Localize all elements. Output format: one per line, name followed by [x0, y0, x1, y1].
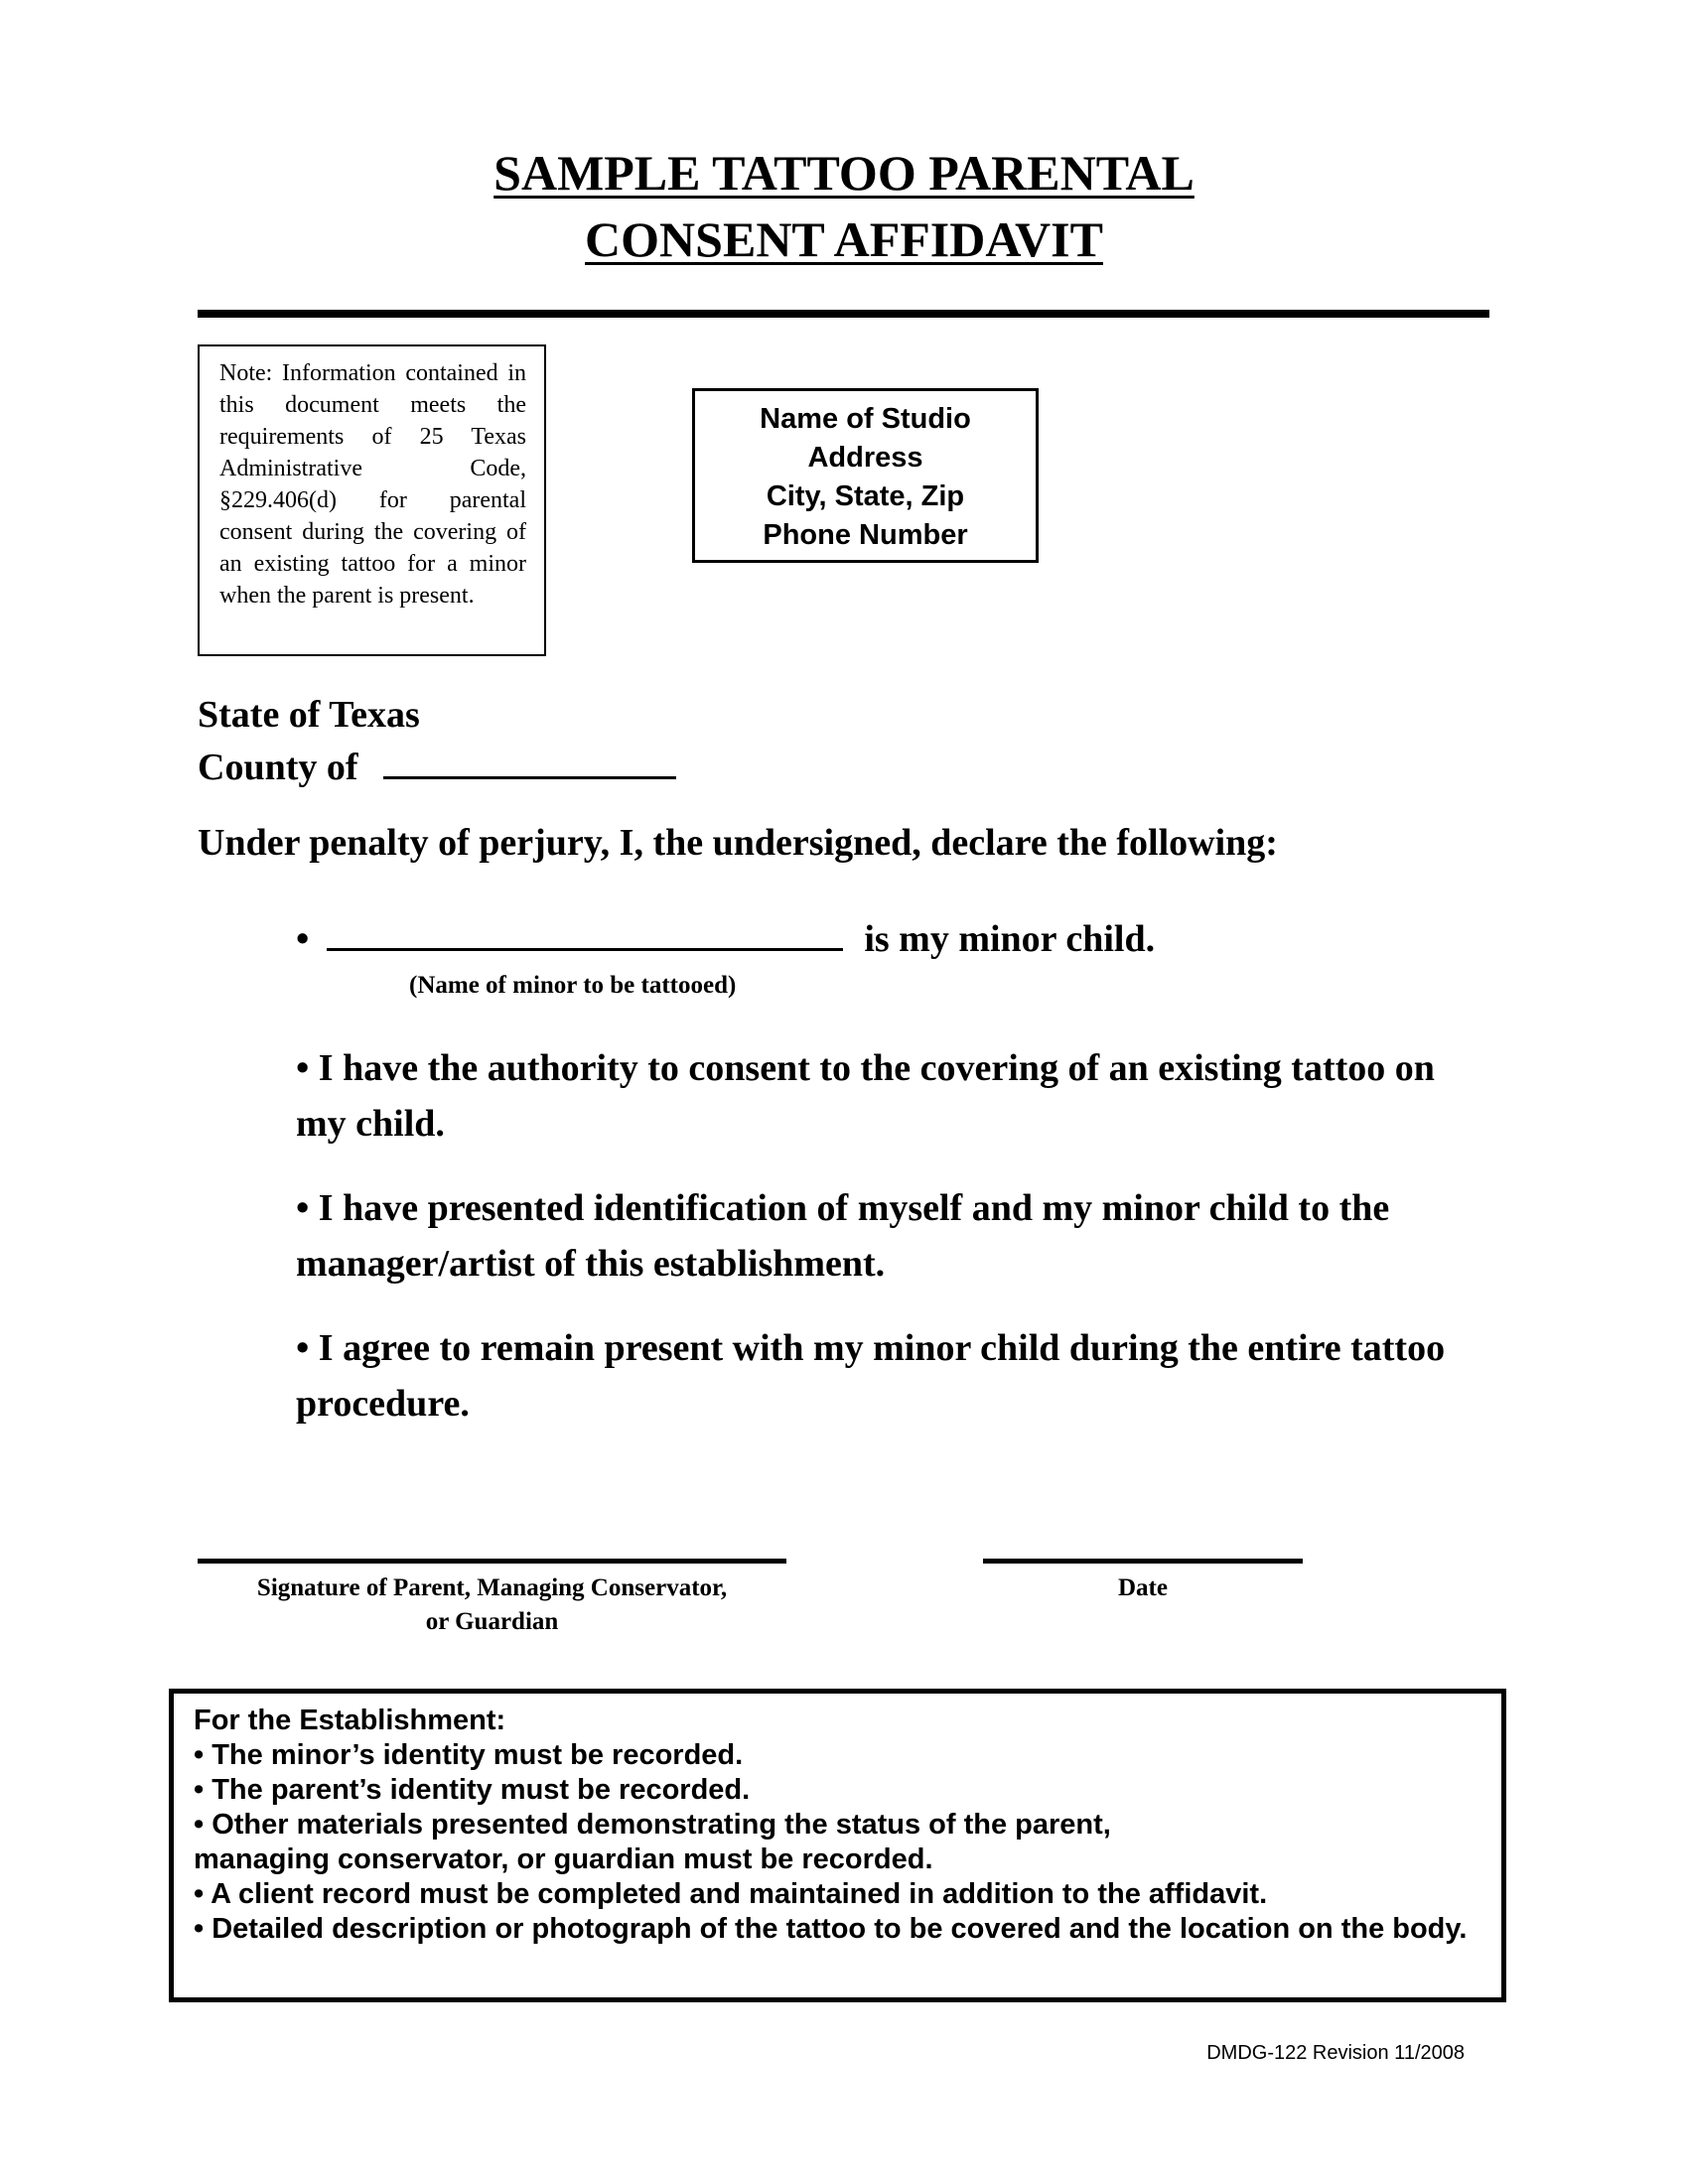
signature-label-line-1: Signature of Parent, Managing Conservator,	[256, 1574, 728, 1601]
minor-child-text: is my minor child.	[864, 918, 1156, 960]
presence-statement: • I agree to remain present with my minor child during the entire tattoo procedure.	[296, 1327, 1446, 1425]
authority-statement: • I have the authority to consent to the covering of an existing tattoo on my child.	[296, 1047, 1435, 1145]
establishment-item: • Detailed description or photograph of the tattoo to be covered and the location on the body.	[194, 1913, 1468, 1945]
establishment-item: • Other materials presented demonstrating the status of the parent, managing conservator, or guardian must be recorded.	[194, 1809, 1111, 1875]
studio-address: Address	[807, 442, 923, 474]
declaration-statement: Under penalty of perjury, I, the undersigned, declare the following:	[198, 822, 1278, 864]
signature-label	[198, 1571, 786, 1639]
regulatory-note-box	[198, 344, 546, 656]
identification-statement: • I have presented identification of myself and my minor child to the manager/artist of this establishment.	[296, 1187, 1390, 1285]
studio-city-state-zip: City, State, Zip	[766, 480, 965, 512]
county-label: County of	[198, 747, 358, 788]
establishment-item: • The minor’s identity must be recorded.	[194, 1739, 744, 1771]
establishment-requirements-box	[169, 1689, 1506, 2002]
studio-name: Name of Studio	[760, 403, 971, 435]
signature-line[interactable]	[198, 1559, 786, 1564]
date-line[interactable]	[983, 1559, 1303, 1564]
minor-child-row	[296, 917, 1155, 961]
date-label: Date	[1118, 1574, 1168, 1601]
studio-phone: Phone Number	[763, 519, 968, 551]
minor-name-caption: (Name of minor to be tattooed)	[409, 972, 737, 999]
bullet-marker: •	[296, 918, 310, 960]
minor-name-field[interactable]	[327, 948, 843, 951]
county-field[interactable]	[383, 776, 676, 779]
header-divider	[198, 310, 1489, 318]
document-title-line-2: CONSENT AFFIDAVIT	[585, 211, 1103, 267]
studio-info-box	[692, 388, 1039, 563]
state-label: State of Texas	[198, 694, 420, 736]
document-title-line-1: SAMPLE TATTOO PARENTAL	[493, 145, 1195, 201]
form-revision-footer: DMDG-122 Revision 11/2008	[1206, 2042, 1465, 2064]
establishment-item: • The parent’s identity must be recorded.	[194, 1774, 751, 1806]
establishment-heading: For the Establishment:	[194, 1705, 506, 1736]
establishment-item: • A client record must be completed and maintained in addition to the affidavit.	[194, 1878, 1268, 1910]
signature-label-line-2: or Guardian	[425, 1608, 559, 1635]
regulatory-note-text: Note: Information contained in this document meets the requirements of 25 Texas Administrative Code, §229.406(d) for parental consent during the covering of an existing tattoo for a minor when the parent is present.	[219, 360, 526, 609]
county-row	[198, 746, 676, 789]
